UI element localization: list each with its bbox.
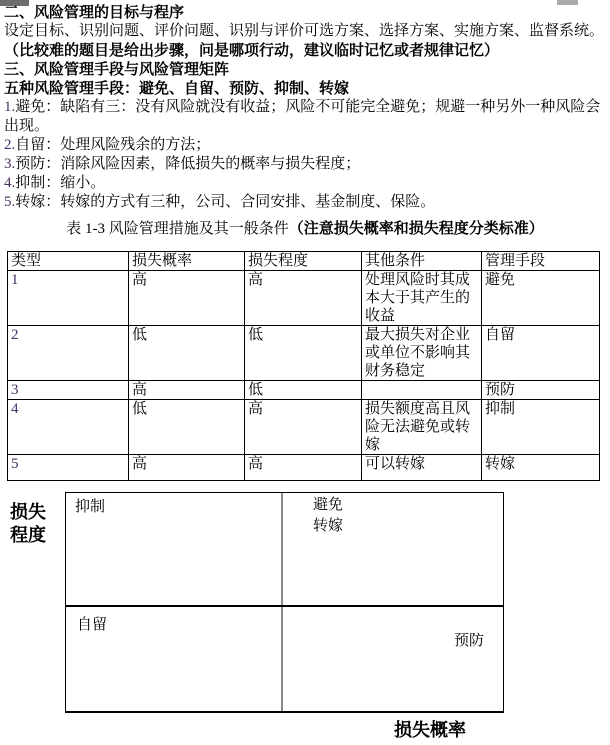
- cell-type: 3: [8, 381, 129, 400]
- section2-heading: 二、风险管理的目标与程序: [4, 4, 185, 21]
- cell-other-conditions: [362, 381, 482, 400]
- cell-management-method: 转嫁: [482, 455, 600, 481]
- risk-matrix: [65, 492, 504, 713]
- cell-type: 5: [8, 455, 129, 481]
- cell-loss-probability: 高: [129, 381, 245, 400]
- list-item-text: 转嫁：转嫁的方式有三种，公司、合同安排、基金制度、保险。: [15, 194, 436, 210]
- matrix-x-axis-label: 损失概率: [394, 720, 466, 740]
- note-text: （比较难的题目是给出步骤，问是哪项行动，建议临时记忆或者规律记忆）: [4, 42, 500, 59]
- cell-management-method: 自留: [482, 326, 600, 381]
- list-item-text: 抑制：缩小。: [15, 175, 106, 191]
- list-item: [4, 193, 606, 212]
- list-item-number: 1.: [4, 99, 16, 115]
- list-item-number: 5.: [4, 194, 16, 210]
- risk-measures-table-wrapper: [7, 251, 600, 481]
- cell-other-conditions: 处理风险时其成本大于其产生的收益: [362, 271, 482, 326]
- list-item: [4, 155, 606, 174]
- cell-management-method: 避免: [482, 271, 600, 326]
- cell-loss-degree: 低: [245, 381, 362, 400]
- list-item: [4, 98, 606, 136]
- list-item-number: 2.: [4, 137, 16, 153]
- cell-loss-degree: 低: [245, 326, 362, 381]
- table-row: [8, 326, 600, 381]
- document-body: [4, 3, 606, 212]
- five-methods-heading: 五种风险管理手段：避免、自留、预防、抑制、转嫁: [4, 80, 350, 97]
- matrix-quadrant-suppress: 抑制: [75, 499, 106, 515]
- table-row: [8, 400, 600, 455]
- section3-heading: 三、风险管理手段与风险管理矩阵: [4, 61, 230, 78]
- list-item-number: 3.: [4, 156, 16, 172]
- procedure-text: 设定目标、识别问题、评价问题、识别与评价可选方案、选择方案、实施方案、监督系统。: [4, 23, 605, 39]
- table-row: [8, 381, 600, 400]
- table-caption-bold-note: （注意损失概率和损失程度分类标准）: [288, 220, 544, 237]
- risk-measures-table: [7, 251, 600, 481]
- header-management-method: 管理手段: [482, 252, 600, 271]
- cell-loss-degree: 高: [245, 400, 362, 455]
- cell-loss-degree: 高: [245, 455, 362, 481]
- matrix-horizontal-divider: [66, 605, 503, 607]
- list-item: [4, 174, 606, 193]
- cell-type: 1: [8, 271, 129, 326]
- matrix-y-axis-label-line1: 损失: [10, 502, 46, 522]
- list-item: [4, 136, 606, 155]
- matrix-y-axis-label: [10, 501, 46, 547]
- header-loss-degree: 损失程度: [245, 252, 362, 271]
- cell-management-method: 预防: [482, 381, 600, 400]
- list-item-number: 4.: [4, 175, 16, 191]
- cell-loss-probability: 高: [129, 455, 245, 481]
- table-caption-prefix: 表 1-3 风险管理措施及其一般条件: [66, 221, 289, 237]
- matrix-quadrant-retain: 自留: [77, 617, 108, 633]
- header-type: 类型: [8, 252, 129, 271]
- cell-type: 4: [8, 400, 129, 455]
- cell-loss-probability: 高: [129, 271, 245, 326]
- list-item-text: 预防：消除风险因素，降低损失的概率与损失程度；: [15, 156, 361, 172]
- cell-other-conditions: 最大损失对企业或单位不影响其财务稳定: [362, 326, 482, 381]
- table-row: [8, 455, 600, 481]
- cell-other-conditions: 可以转嫁: [362, 455, 482, 481]
- table-caption: [0, 219, 610, 239]
- cell-management-method: 抑制: [482, 400, 600, 455]
- matrix-quadrant-avoid-transfer: [313, 495, 343, 537]
- header-loss-probability: 损失概率: [129, 252, 245, 271]
- list-item-text: 自留：处理风险残余的方法；: [15, 137, 211, 153]
- matrix-y-axis-label-line2: 程度: [10, 525, 46, 545]
- matrix-quadrant-avoid: 避免: [313, 497, 344, 513]
- table-row: [8, 271, 600, 326]
- header-other-conditions: 其他条件: [362, 252, 482, 271]
- cell-loss-degree: 高: [245, 271, 362, 326]
- list-item-text: 避免：缺陷有三：没有风险就没有收益；风险不可能完全避免；规避一种另外一种风险会出现。: [4, 99, 601, 134]
- table-header-row: [8, 252, 600, 271]
- matrix-quadrant-prevent: 预防: [454, 633, 485, 649]
- cell-loss-probability: 低: [129, 326, 245, 381]
- cell-other-conditions: 损失额度高且风险无法避免或转嫁: [362, 400, 482, 455]
- cell-type: 2: [8, 326, 129, 381]
- cell-loss-probability: 低: [129, 400, 245, 455]
- matrix-quadrant-transfer: 转嫁: [313, 518, 344, 534]
- matrix-vertical-divider: [281, 493, 283, 711]
